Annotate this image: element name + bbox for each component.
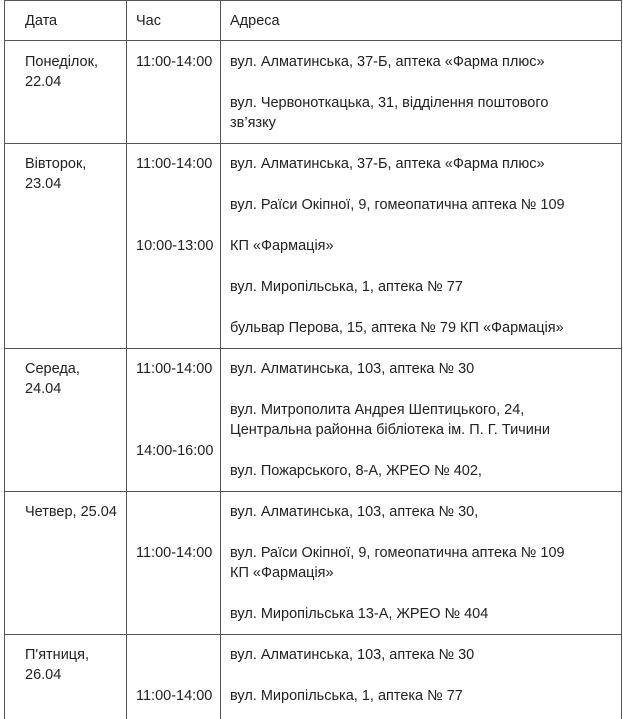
column-divider [126,1,127,719]
address-line: вул. Миропільська, 1, аптека № 77 [230,279,463,295]
schedule-table [4,0,622,719]
address-line: вул. Пожарського, 8-А, ЖРЕО № 402, [230,463,482,479]
column-divider [220,1,221,719]
address-line: вул. Алматинська, 103, аптека № 30 [230,361,475,377]
date-cell: Четвер, 25.04 [25,504,117,520]
date-cell: 26.04 [25,667,62,683]
address-line: вул. Миропільська, 1, аптека № 77 [230,688,463,704]
header-address: Адреса [230,13,280,29]
row-divider [5,348,621,349]
address-line: вул. Алматинська, 37-Б, аптека «Фарма плюс» [230,156,545,172]
date-cell: 24.04 [25,381,62,397]
address-line: КП «Фармація» [230,238,334,254]
address-line: вул. Митрополита Андрея Шептицького, 24, [230,402,525,418]
address-line: вул. Алматинська, 103, аптека № 30 [230,647,475,663]
address-line: вул. Червоноткацька, 31, відділення поштового [230,95,549,111]
address-line: КП «Фармація» [230,565,334,581]
header-time: Час [136,13,161,29]
row-divider [5,634,621,635]
time-cell: 14:00-16:00 [136,443,214,459]
time-cell: 11:00-14:00 [136,688,213,704]
address-line: бульвар Перова, 15, аптека № 79 КП «Фармація» [230,320,564,336]
time-cell: 11:00-14:00 [136,54,213,70]
date-cell: 22.04 [25,74,62,90]
address-line: вул. Миропільська 13-А, ЖРЕО № 404 [230,606,489,622]
address-line: Центральна районна бібліотека ім. П. Г. Тичини [230,422,550,438]
time-cell: 11:00-14:00 [136,156,213,172]
row-divider [5,40,621,41]
row-divider [5,143,621,144]
address-line: вул. Раїси Окіпної, 9, гомеопатична аптека № 109 [230,197,565,213]
date-cell: П'ятниця, [25,647,89,663]
date-cell: Середа, [25,361,80,377]
time-cell: 11:00-14:00 [136,361,213,377]
address-line: зв’язку [230,115,276,131]
address-line: вул. Алматинська, 103, аптека № 30, [230,504,479,520]
row-divider [5,491,621,492]
time-cell: 11:00-14:00 [136,545,213,561]
date-cell: Вівторок, [25,156,87,172]
date-cell: 23.04 [25,176,62,192]
time-cell: 10:00-13:00 [136,238,214,254]
address-line: вул. Раїси Окіпної, 9, гомеопатична аптека № 109 [230,545,565,561]
header-date: Дата [25,13,58,29]
address-line: вул. Алматинська, 37-Б, аптека «Фарма плюс» [230,54,545,70]
date-cell: Понеділок, [25,54,98,70]
